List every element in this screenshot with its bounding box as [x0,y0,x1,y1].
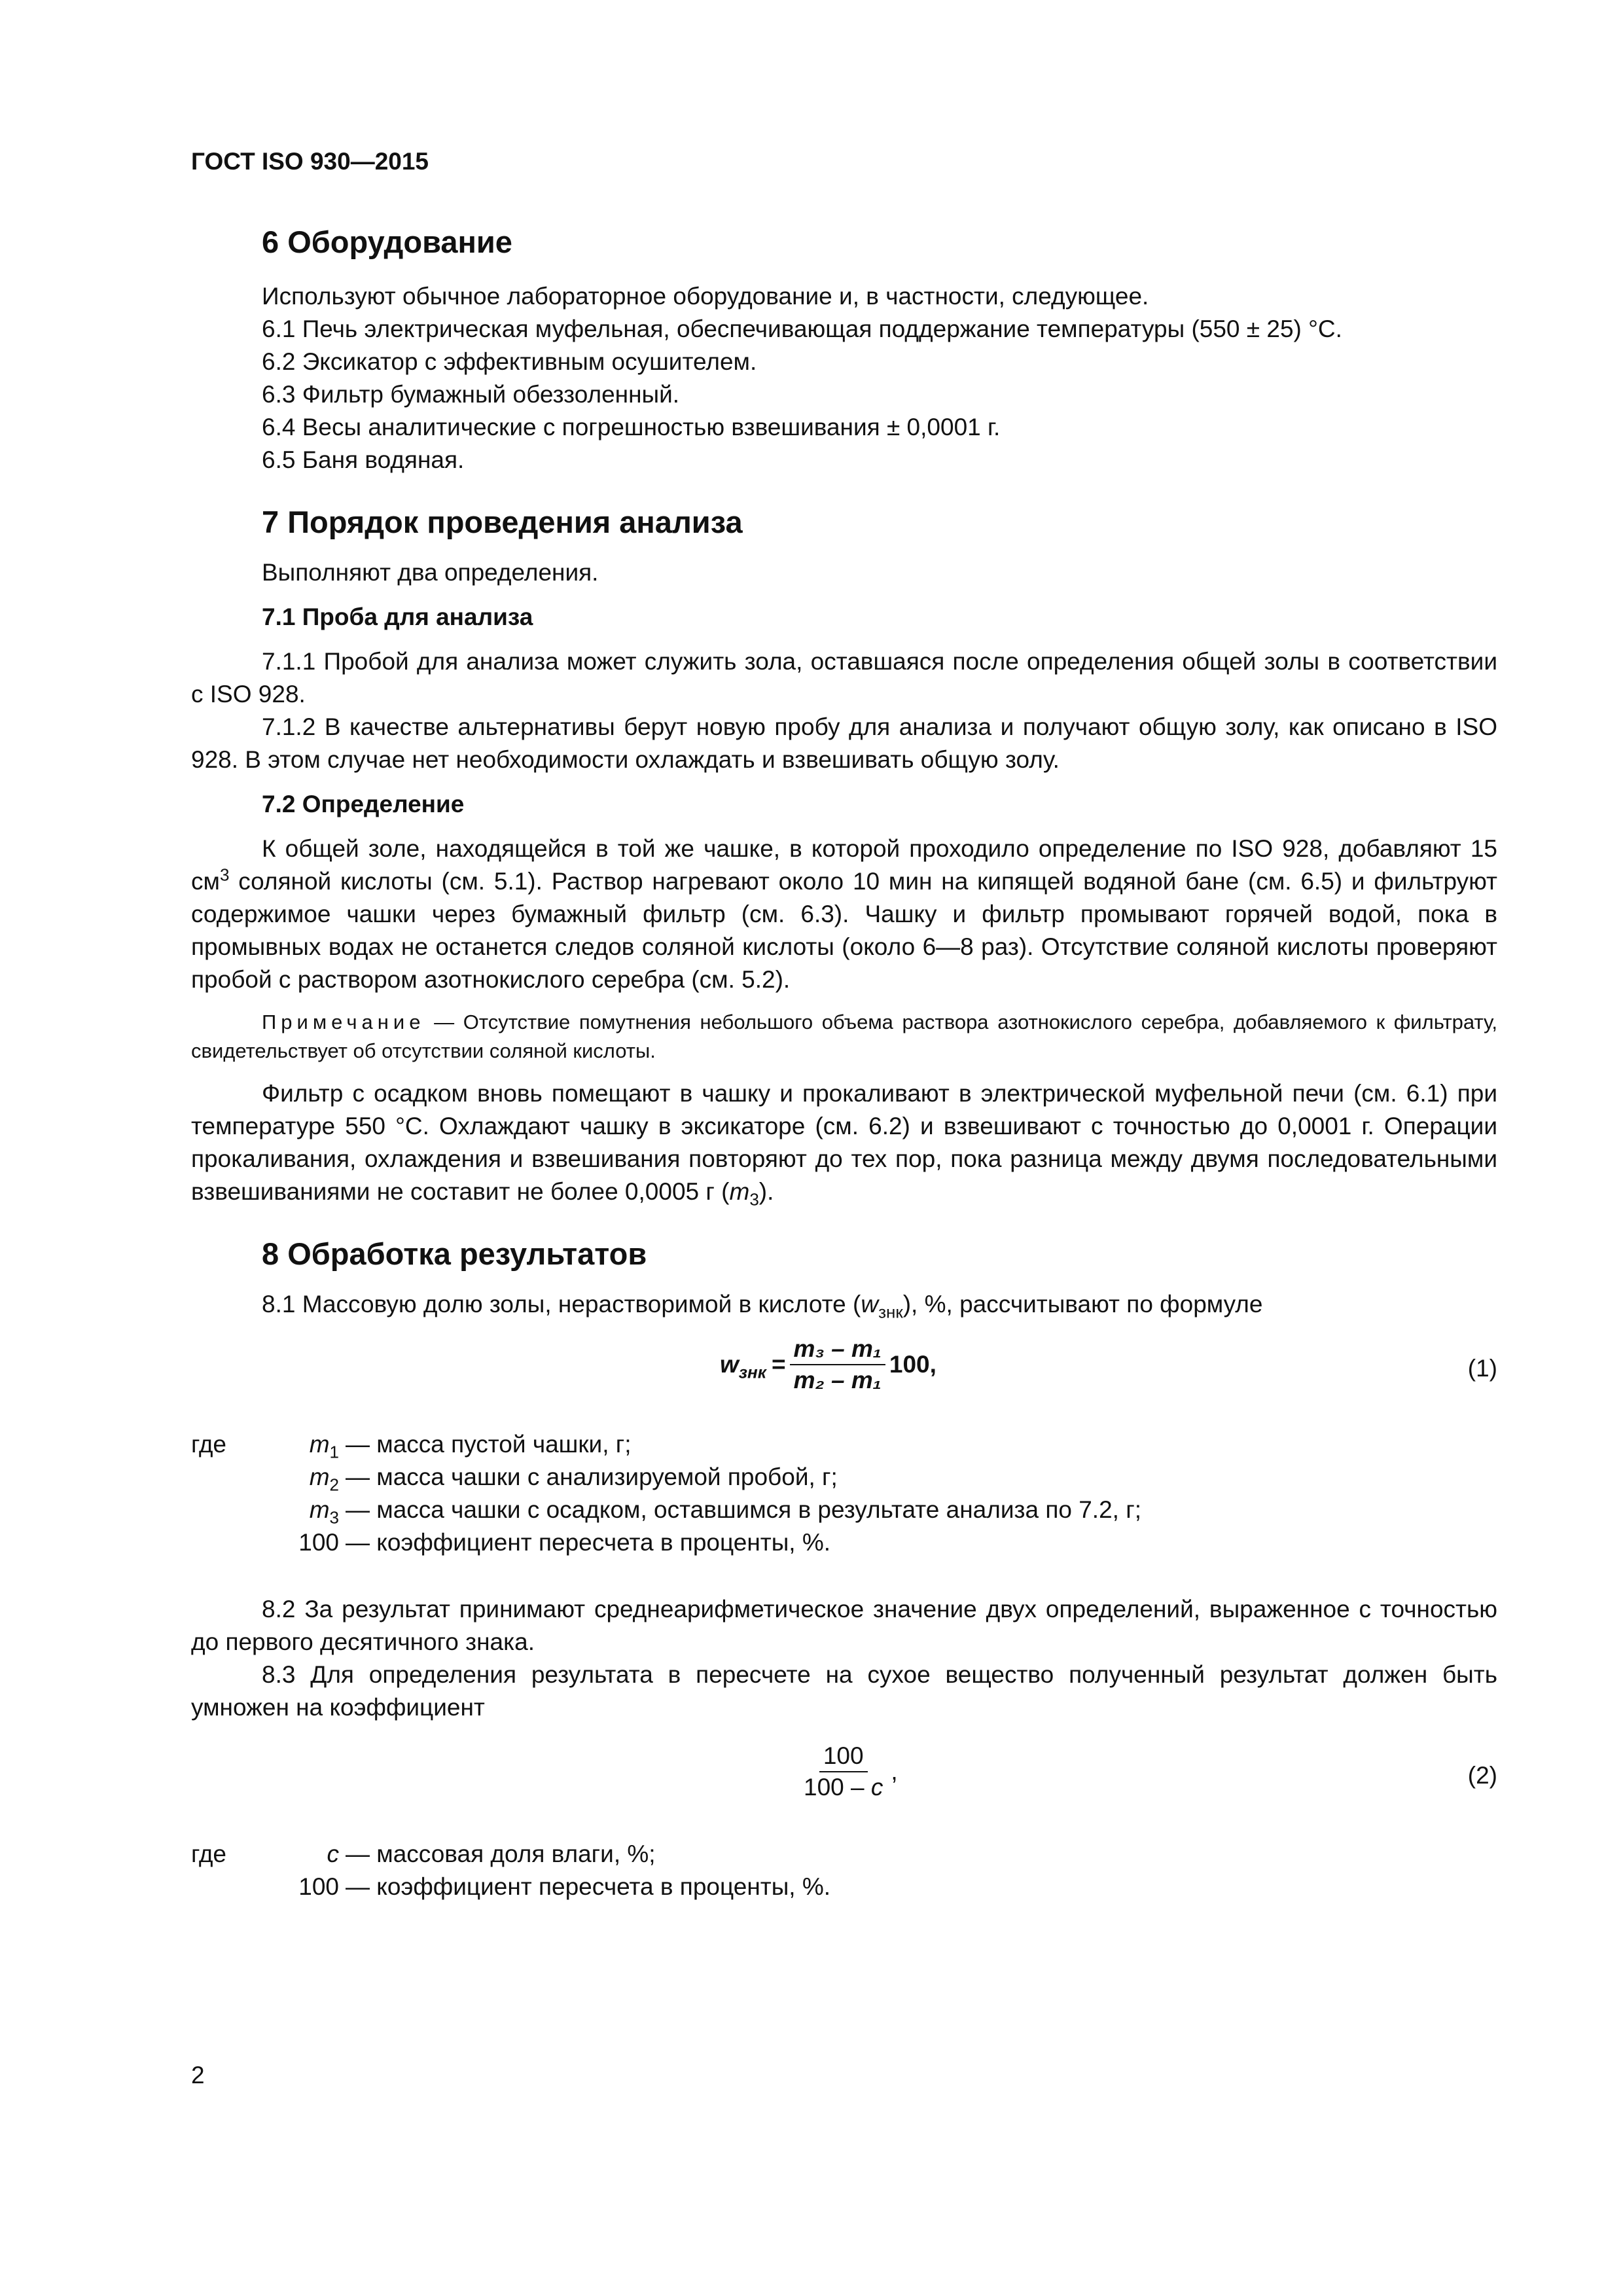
symbol-text: 100 [298,1873,339,1900]
variable-m: m [729,1178,750,1205]
symbol-text: m [309,1496,330,1523]
where-label: где [191,1431,227,1458]
equals-sign: = [771,1351,786,1378]
legend-symbol [191,1871,346,1903]
symbol-text: 100 [298,1529,339,1556]
text-run: соляной кислоты (см. 5.1). Раствор нагревают около 10 мин на кипящей водяной бане (см. 6.5) и фильтруют содержимое чашки через бумажный фильтр (см. 6.3). Чашку и фильтр промывают горячей водой, пока в промывных водах не останется следов соляной кислоты (около 6—8 раз). Отсутствие соляной кислоты проверяют пробой с раствором азотнокислого серебра (см. 5.2). [191,868,1497,993]
section-8-title: 8 Обработка результатов [262,1236,647,1271]
legend-symbol [191,1461,346,1494]
subscript: знк [878,1302,903,1322]
variable-w: w [861,1291,879,1318]
fraction [790,1334,885,1395]
where-label: где [191,1840,227,1867]
legend-description: — коэффициент пересчета в проценты, %. [346,1529,831,1556]
formula-1 [191,1334,1497,1406]
subscript: 1 [329,1442,339,1462]
legend-symbol [191,1526,346,1559]
variable-legend-1 [191,1428,1497,1559]
equation-number: (2) [1467,1762,1497,1789]
legend-symbol [191,1428,346,1461]
fraction [800,1741,887,1803]
section-6-intro: Используют обычное лабораторное оборудование и, в частности, следующее. [262,283,1149,310]
document-code: ГОСТ ISO 930—2015 [191,148,429,175]
subsection-7-1-title: 7.1 Проба для анализа [262,603,533,630]
page-number: 2 [191,2062,205,2089]
fraction-numerator: 100 [819,1741,868,1772]
subscript: знк [738,1362,766,1382]
formula-2-expression [796,1741,898,1803]
note [191,1008,1497,1066]
formula-1-expression [720,1334,936,1395]
legend-description: — масса пустой чашки, г; [346,1431,632,1458]
subscript: 3 [329,1507,339,1528]
legend-symbol [191,1838,346,1871]
formula-tail: , [891,1758,898,1785]
section-7-intro: Выполняют два определения. [262,559,599,586]
equipment-item: 6.5 Баня водяная. [262,446,465,473]
paragraph-7-1-2: 7.1.2 В качестве альтернативы берут новую пробу для анализа и получают общую золу, как описано в ISO 928. В этом случае нет необходимости охлаждать и взвешивать общую золу. [191,713,1497,773]
legend-description: — коэффициент пересчета в проценты, %. [346,1873,831,1900]
formula-lhs [720,1348,766,1381]
formula-2 [191,1741,1497,1813]
subscript: 2 [329,1475,339,1495]
note-label: Примечание [262,1011,425,1033]
fraction-denominator [800,1772,887,1803]
equipment-item: 6.4 Весы аналитические с погрешностью взвешивания ± 0,0001 г. [262,414,1001,440]
text-run: ), %, рассчитывают по формуле [902,1291,1263,1318]
paragraph-8-3: 8.3 Для определения результата в пересчете на сухое вещество полученный результат должен быть умножен на коэффициент [191,1661,1497,1721]
equation-number: (1) [1467,1355,1497,1382]
formula-multiplier: 100, [889,1351,936,1378]
section-7-title: 7 Порядок проведения анализа [262,505,743,539]
equipment-item: 6.1 Печь электрическая муфельная, обеспечивающая поддержание температуры (550 ± 25) °С. [262,315,1342,342]
text-run: 100 – [804,1774,871,1801]
subsection-7-2-title: 7.2 Определение [262,791,465,817]
legend-description: — массовая доля влаги, %; [346,1840,656,1867]
paragraph-8-1 [191,1288,1497,1321]
fraction-numerator: m₃ – m₁ [790,1334,885,1365]
text-run: ). [758,1178,774,1205]
superscript: 3 [219,865,230,885]
equipment-item: 6.2 Эксикатор с эффективным осушителем. [262,348,757,375]
symbol-text: m [309,1463,330,1490]
legend-description: — масса чашки с анализируемой пробой, г; [346,1463,838,1490]
paragraph-7-2-ignition [191,1077,1497,1208]
symbol-text: m [309,1431,330,1458]
legend-description: — масса чашки с осадком, оставшимся в результате анализа по 7.2, г; [346,1496,1141,1523]
section-6-title: 6 Оборудование [262,224,512,259]
variable-legend-2 [191,1838,1497,1903]
paragraph-8-2: 8.2 За результат принимают среднеарифметическое значение двух определений, выраженное с точностью до первого десятичного знака. [191,1596,1497,1655]
formula-var: w [720,1351,739,1378]
fraction-denominator: m₂ – m₁ [793,1367,882,1393]
equipment-item: 6.3 Фильтр бумажный обеззоленный. [262,381,680,408]
variable-c: c [870,1774,883,1801]
note-text: — Отсутствие помутнения небольшого объема раствора азотнокислого серебра, добавляемого к фильтрату, свидетельствует об отсутствии соляной кислоты. [191,1011,1497,1062]
text-run: 8.1 Массовую долю золы, нерастворимой в кислоте ( [262,1291,861,1318]
text-run: К общей золе, находящейся в той же чашке, в которой проходило определение по ISO 928, добавляют 15 см [191,835,1497,895]
paragraph-7-2-procedure [191,833,1497,996]
page-content [191,223,1497,1903]
subscript: 3 [749,1189,759,1210]
text-run: Фильтр с осадком вновь помещают в чашку и прокаливают в электрической муфельной печи (см. 6.1) при температуре 550 °С. Охлаждают чашку в эксикаторе (см. 6.2) и взвешивают с точностью до 0,0001 г. Операции прокаливания, охлаждения и взвешивания повторяют до тех пор, пока разница между двумя последовательными взвешиваниями не составит не более 0,0005 г ( [191,1080,1497,1205]
symbol-text: c [327,1840,339,1867]
legend-symbol [191,1494,346,1526]
paragraph-7-1-1: 7.1.1 Пробой для анализа может служить зола, оставшаяся после определения общей золы в соответствии с ISO 928. [191,648,1497,708]
